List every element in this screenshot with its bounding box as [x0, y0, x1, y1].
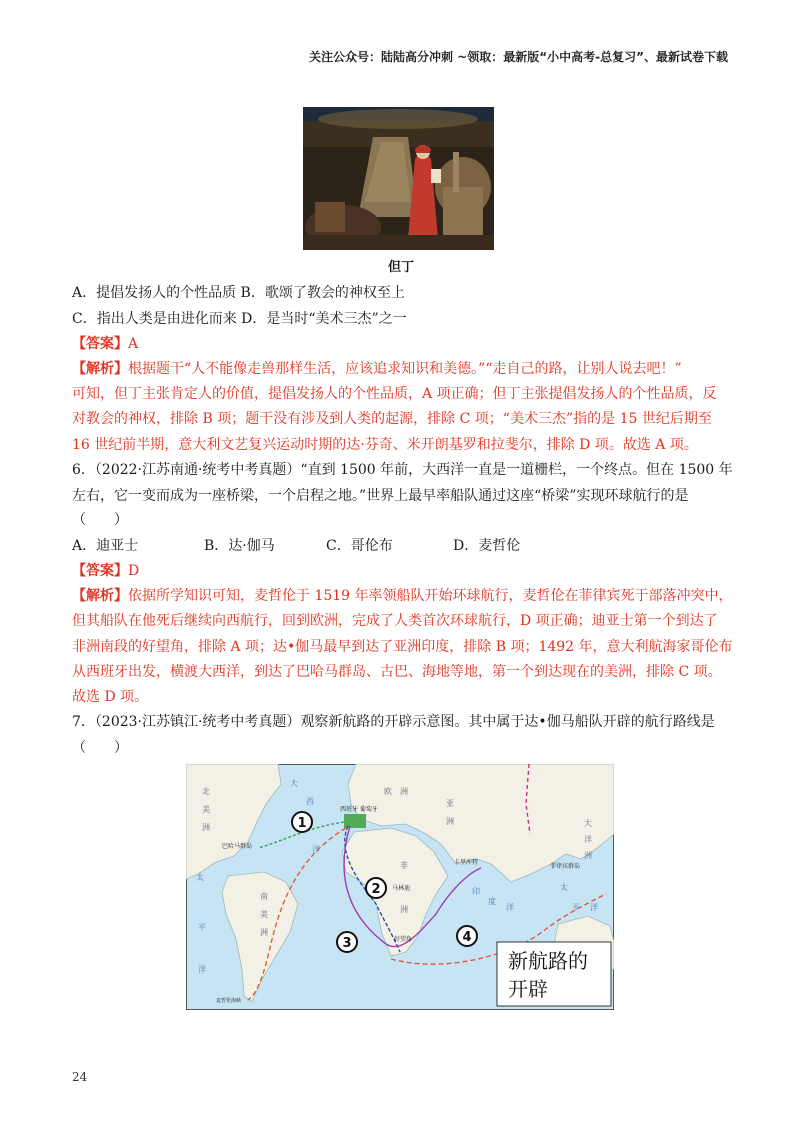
answer-value: D: [128, 563, 140, 579]
label-spain-portugal: 西班牙 葡萄牙: [340, 806, 378, 813]
route-4-label: 4: [462, 930, 472, 945]
answer-tag: 【答案】: [72, 563, 128, 579]
q6-options: [72, 536, 521, 556]
route-marker-1: [292, 812, 312, 832]
answer-value: A: [128, 336, 139, 352]
label-good-hope: 好望角: [394, 936, 413, 943]
analysis-tag: 【解析】: [72, 588, 128, 604]
q6-option-b: B．达·伽马: [204, 538, 275, 554]
route-3-label: 3: [342, 936, 352, 951]
label-bahamas: 巴哈马群岛: [222, 843, 253, 850]
q6-option-d: D．麦哲伦: [453, 538, 521, 554]
sa-3: 洲: [260, 928, 268, 937]
q7-stem-line1: 7．（2023·江苏镇江·统考中考真题）观察新航路的开辟示意图。其中属于达•伽马船队开辟的航行路线是: [72, 714, 715, 730]
na-3: 洲: [202, 823, 210, 832]
pl-2: 平: [198, 923, 206, 932]
atl-2: 西: [306, 797, 314, 806]
figure-caption: 但丁: [387, 260, 414, 275]
route-1-label: 1: [297, 816, 307, 831]
pl-3: 洋: [198, 965, 206, 974]
q5-analysis-line4: 16 世纪前半期，意大利文艺复兴运动时期的达·芬奇、米开朗基罗和拉斐尔，排除 D 项。故选 A 项。: [72, 437, 698, 453]
af-2: 洲: [400, 905, 408, 914]
atl-1: 大: [290, 779, 298, 788]
na-2: 美: [202, 805, 210, 814]
io-1: 印: [472, 887, 480, 896]
na-1: 北: [202, 787, 210, 796]
answer-tag: 【答案】: [72, 336, 128, 352]
q6-option-a: A．迪亚士: [72, 538, 139, 554]
q6-analysis-line4: 从西班牙出发，横渡大西洋，到达了巴哈马群岛、古巴、海地等地，第一个到达现在的美洲，排除 C 项。: [72, 664, 722, 680]
pr-2: 平: [572, 903, 580, 912]
q6-stem-line1: 6．（2022·江苏南通·统考中考真题）“直到 1500 年前，大西洋一直是一道栅栏，一个终点。但在 1500 年: [72, 462, 733, 478]
q6-analysis-line1: [72, 586, 733, 606]
label-magellan-strait: 麦哲伦海峡: [216, 998, 242, 1004]
q5-analysis-line3: 对教会的神权，排除 B 项；题干没有涉及到人类的起源，排除 C 项；“美术三杰”指的是 15 世纪后期至: [72, 411, 712, 427]
analysis-text: 依据所学知识可知，麦哲伦于 1519 年率领船队开始环球航行，麦哲伦在菲律宾死于部落冲突中，: [128, 588, 733, 604]
sa-1: 南: [260, 892, 268, 901]
io-2: 度: [488, 897, 496, 906]
map-title-line1: 新航路的: [508, 949, 588, 973]
route-marker-2: [366, 878, 386, 898]
analysis-text: 根据题干“人不能像走兽那样生活，应该追求知识和美德。”“走自己的路，让别人说去吧！”: [128, 361, 682, 377]
q5-analysis-line2: 可知，但丁主张肯定人的价值，提倡发扬人的个性品质，A 项正确；但丁主张提倡发扬人的个性品质，反: [72, 386, 717, 402]
af-1: 非: [400, 861, 408, 870]
route-marker-3: [337, 932, 357, 952]
label-malindi: 马林迪: [392, 885, 411, 892]
au-3: 洲: [584, 851, 592, 860]
q6-analysis-line5: 故选 D 项。: [72, 689, 149, 705]
q6-analysis-line2: 但其船队在他死后继续向西航行，回到欧洲，完成了人类首次环球航行，D 项正确；迪亚士第一个到达了: [72, 613, 718, 629]
atl-3: 洋: [312, 845, 320, 854]
q5-answer: [72, 334, 138, 354]
as-2: 洲: [446, 817, 454, 826]
map-title-line2: 开辟: [508, 977, 548, 1001]
sa-2: 美: [260, 910, 268, 919]
pr-1: 太: [560, 883, 568, 892]
pl-1: 太: [196, 873, 204, 882]
au-1: 大: [584, 819, 592, 828]
analysis-tag: 【解析】: [72, 361, 128, 377]
label-calicut: 卡里库特: [454, 859, 479, 866]
q6-option-c: C．哥伦布: [326, 538, 393, 554]
eu-label: 欧 洲: [384, 787, 408, 796]
page-number: 24: [72, 1070, 88, 1084]
q6-analysis-line3: 非洲南段的好望角，排除 A 项；达•伽马最早到达了亚洲印度，排除 B 项；1492 年，意大利航海家哥伦布: [72, 639, 733, 655]
new-sea-routes-map: [186, 764, 614, 1010]
q7-stem-line2: （ ）: [72, 740, 128, 756]
route-2-label: 2: [371, 882, 381, 897]
q5-options-line1: A．提倡发扬人的个性品质 B．歌颂了教会的神权至上: [72, 285, 405, 301]
label-philippines: 菲律宾群岛: [550, 863, 581, 870]
route-marker-4: [457, 926, 477, 946]
dante-painting: [303, 107, 494, 250]
io-3: 洋: [506, 903, 514, 912]
pr-3: 洋: [590, 903, 598, 912]
page-header: 关注公众号：陆陆高分冲刺 ~领取：最新版“小中高考-总复习”、最新试卷下载: [309, 50, 728, 64]
au-2: 洋: [584, 835, 592, 844]
q5-options-line2: C．指出人类是由进化而来 D．是当时“美术三杰”之一: [72, 311, 407, 327]
q6-stem-line2: 左右，它一变而成为一座桥梁，一个启程之地。”世界上最早率船队通过这座“桥梁”实现环球航行的是: [72, 488, 689, 504]
q6-answer: [72, 561, 139, 581]
as-1: 亚: [446, 799, 454, 808]
q5-analysis-line1: [72, 359, 682, 379]
q6-stem-line3: （ ）: [72, 512, 128, 528]
